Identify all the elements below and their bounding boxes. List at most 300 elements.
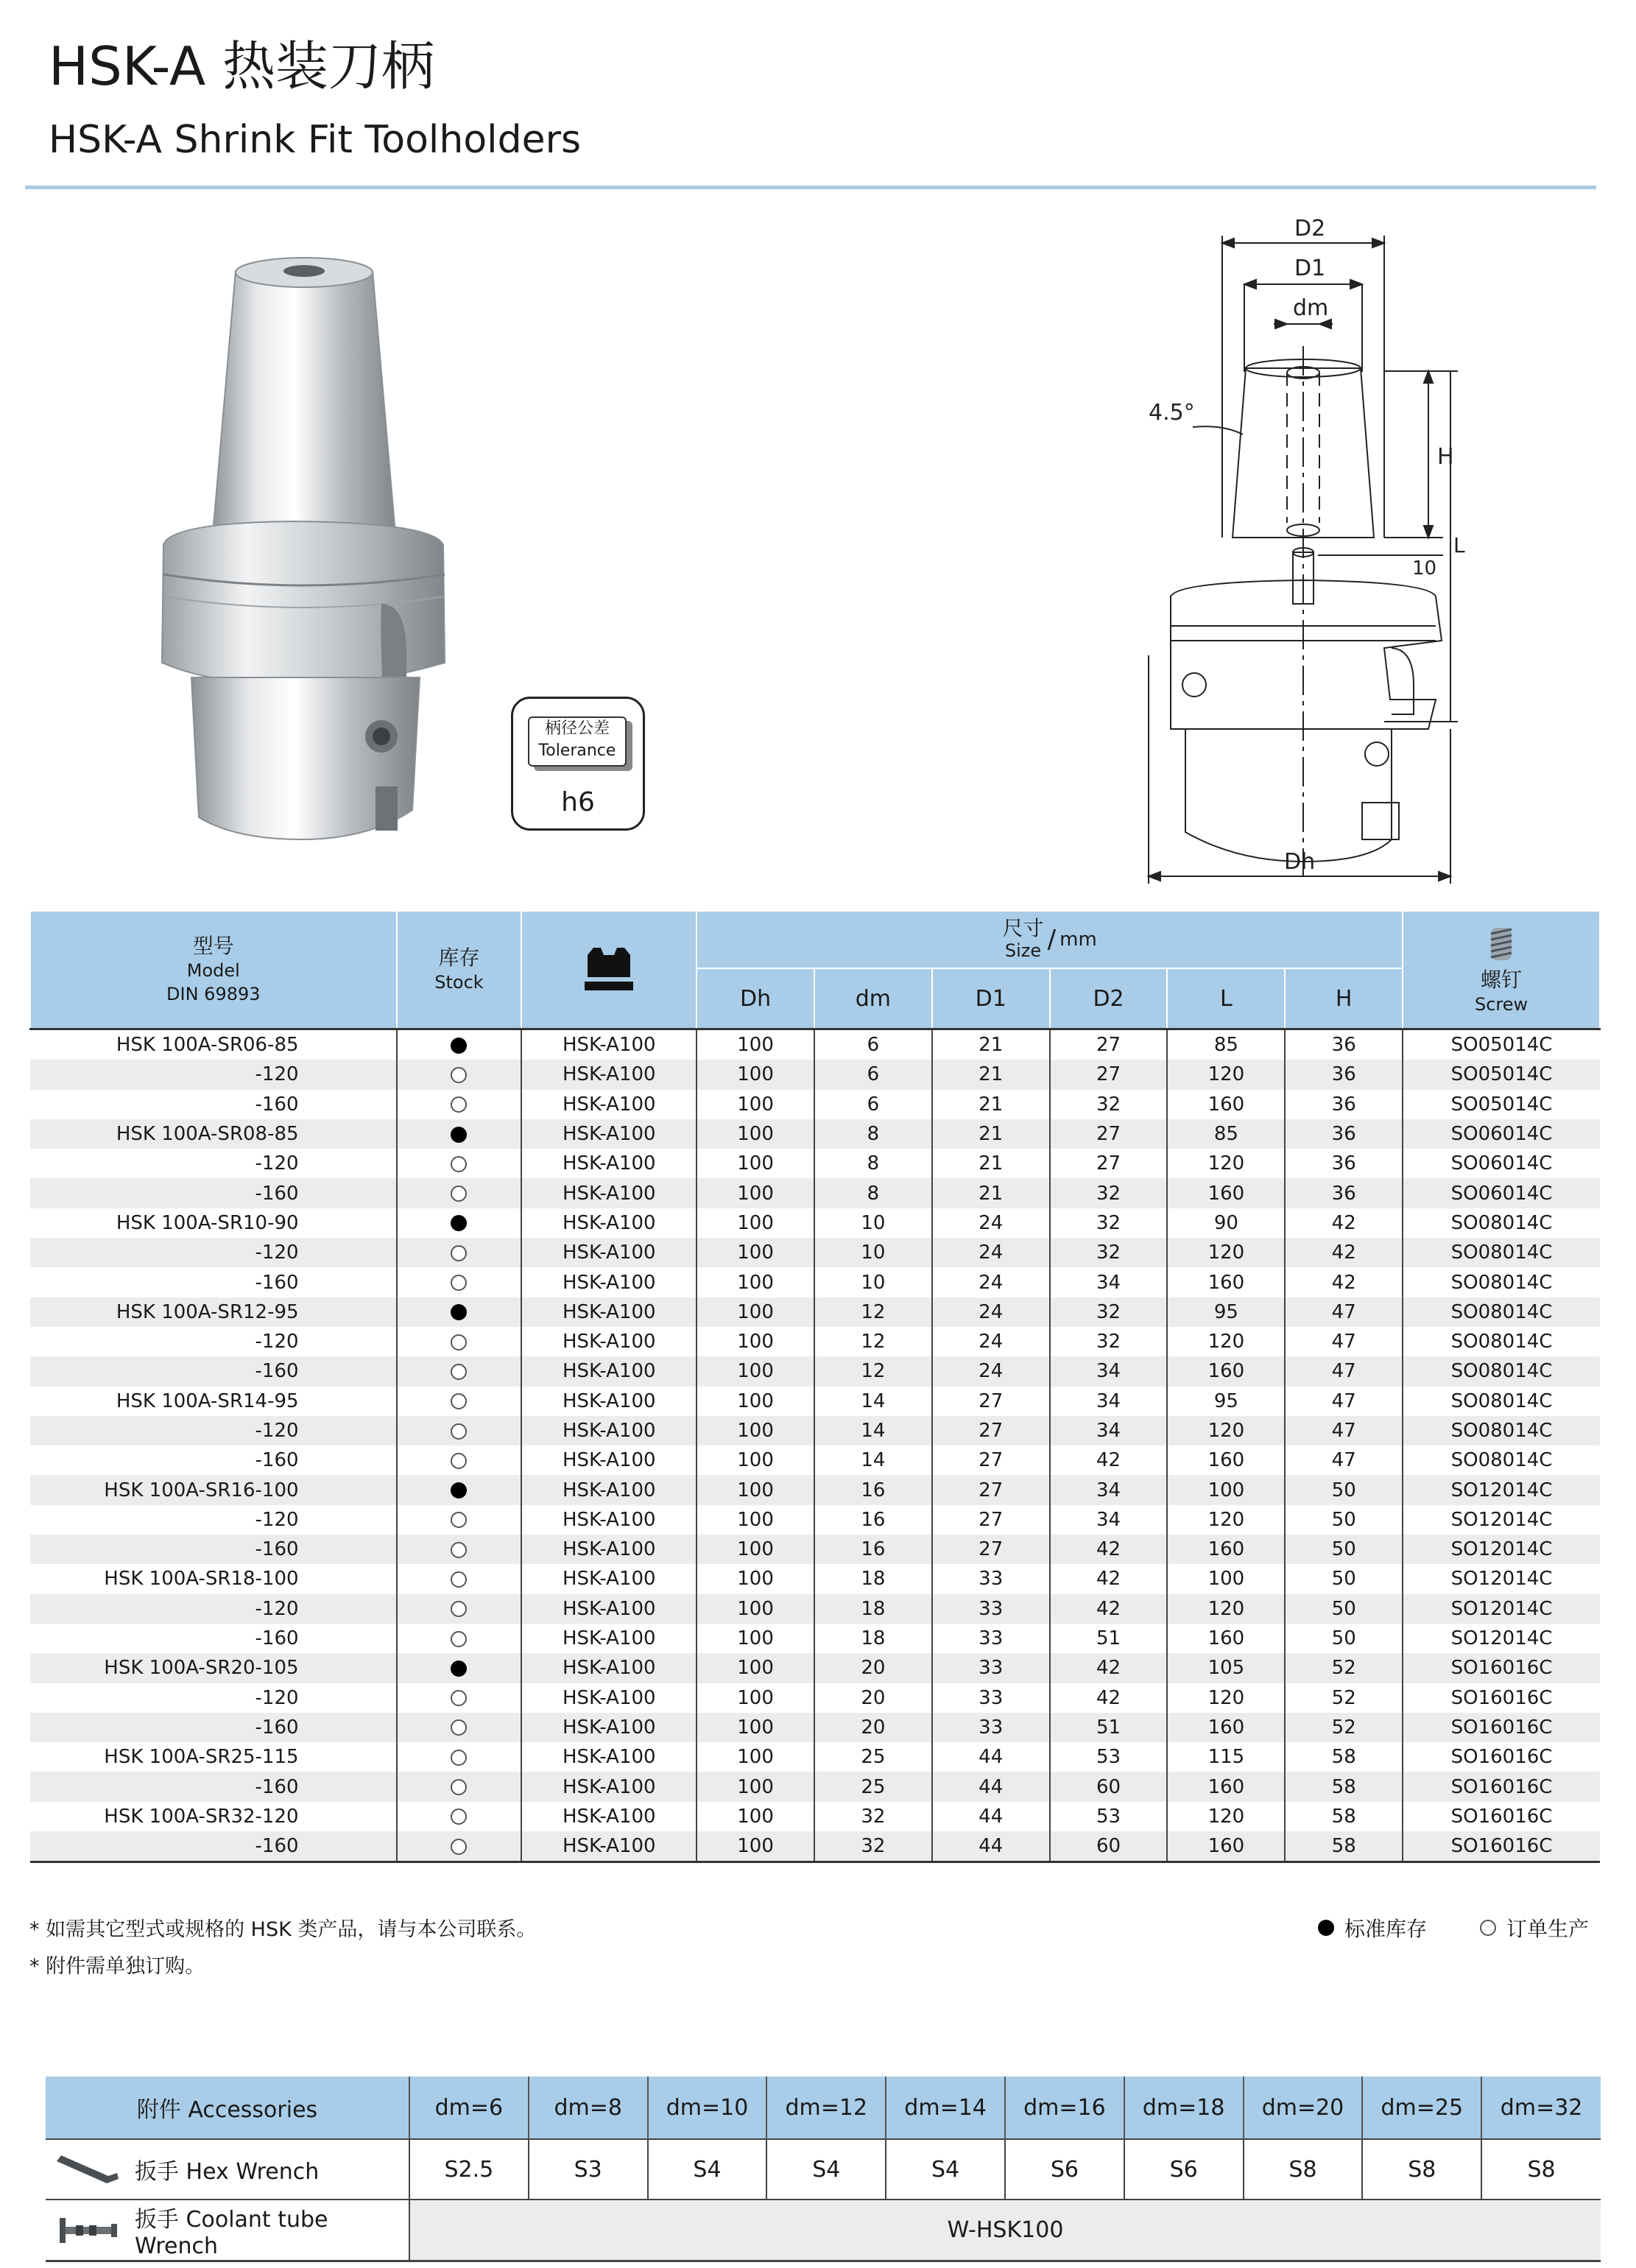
stock-cell xyxy=(397,1387,522,1416)
dim-d1-label: D1 xyxy=(1294,256,1326,281)
taper-cell: HSK-A100 xyxy=(521,1416,697,1445)
d2-cell: 27 xyxy=(1050,1149,1168,1178)
d2-cell: 34 xyxy=(1050,1387,1168,1416)
taper-cell: HSK-A100 xyxy=(521,1564,697,1593)
d1-cell: 21 xyxy=(932,1149,1050,1178)
stock-empty-icon xyxy=(451,1719,467,1736)
table-row xyxy=(30,1802,1600,1831)
h-cell: 58 xyxy=(1285,1831,1403,1862)
d1-cell: 44 xyxy=(932,1772,1050,1801)
d2-cell: 60 xyxy=(1050,1772,1168,1801)
stock-empty-icon xyxy=(451,1779,467,1795)
h-cell: 52 xyxy=(1285,1713,1403,1742)
h-cell: 52 xyxy=(1285,1683,1403,1713)
note-contact: * 如需其它型式或规格的 HSK 类产品，请与本公司联系。 xyxy=(29,1918,537,1941)
dh-cell: 100 xyxy=(697,1653,814,1683)
dm-cell: 14 xyxy=(814,1387,932,1416)
l-cell: 160 xyxy=(1167,1624,1285,1653)
l-cell: 160 xyxy=(1167,1090,1285,1119)
d2-cell: 32 xyxy=(1050,1090,1168,1119)
dm-cell: 10 xyxy=(814,1208,932,1238)
h-cell: 36 xyxy=(1285,1060,1403,1089)
stock-empty-icon xyxy=(451,1245,467,1261)
h-cell: 47 xyxy=(1285,1356,1403,1386)
dm-cell: 20 xyxy=(814,1683,932,1713)
stock-empty-icon xyxy=(451,1631,467,1647)
d1-cell: 24 xyxy=(932,1208,1050,1238)
model-cell: -160 xyxy=(30,1535,397,1564)
dm-cell: 32 xyxy=(814,1831,932,1862)
stock-empty-icon xyxy=(451,1690,467,1706)
table-row xyxy=(30,1178,1600,1208)
stock-full-icon xyxy=(451,1038,467,1054)
d1-cell: 44 xyxy=(932,1742,1050,1772)
table-row xyxy=(30,1297,1600,1327)
stock-empty-icon xyxy=(451,1542,467,1558)
model-cell: -120 xyxy=(255,1331,299,1353)
page-title-cn: HSK-A 热装刀柄 xyxy=(49,35,435,97)
dm-cell: 12 xyxy=(814,1297,932,1327)
hex-value: S6 xyxy=(1124,2139,1244,2200)
dm-cell: 18 xyxy=(814,1564,932,1593)
h-cell: 47 xyxy=(1285,1327,1403,1356)
d1-cell: 21 xyxy=(932,1029,1050,1060)
screw-cell: SO08014C xyxy=(1403,1416,1600,1445)
l-cell: 100 xyxy=(1167,1475,1285,1504)
screw-cell: SO08014C xyxy=(1403,1387,1600,1416)
taper-cell: HSK-A100 xyxy=(521,1772,697,1801)
d1-cell: 24 xyxy=(932,1356,1050,1386)
d2-cell: 42 xyxy=(1050,1653,1168,1683)
hex-value: S4 xyxy=(886,2139,1005,2200)
table-row xyxy=(30,1742,1600,1772)
d2-cell: 32 xyxy=(1050,1208,1168,1238)
hex-value: S4 xyxy=(766,2139,886,2200)
stock-cell xyxy=(397,1564,522,1593)
tolerance-label-en: Tolerance xyxy=(538,742,616,760)
taper-cell: HSK-A100 xyxy=(521,1029,697,1060)
h-cell: 50 xyxy=(1285,1624,1403,1653)
d1-cell: 27 xyxy=(932,1505,1050,1535)
acc-col-dm10: dm=10 xyxy=(648,2077,767,2139)
stock-cell xyxy=(397,1445,522,1475)
dm-cell: 6 xyxy=(814,1060,932,1089)
product-rows xyxy=(30,1029,1600,1862)
table-row xyxy=(30,1594,1600,1624)
col-header-dh: Dh xyxy=(697,968,814,1029)
model-cell: -160 xyxy=(30,1713,397,1742)
dm-cell: 12 xyxy=(814,1327,932,1356)
model-cell: -120 xyxy=(255,1508,299,1531)
stock-cell xyxy=(397,1594,522,1624)
table-row xyxy=(30,1683,1600,1713)
stock-header-cn: 库存 xyxy=(438,945,480,970)
hex-value: S8 xyxy=(1362,2139,1481,2200)
stock-cell xyxy=(397,1802,522,1831)
dh-cell: 100 xyxy=(697,1238,814,1267)
dm-cell: 12 xyxy=(814,1356,932,1386)
table-row xyxy=(30,1475,1600,1504)
d2-cell: 34 xyxy=(1050,1267,1168,1297)
stock-cell xyxy=(397,1149,522,1178)
l-cell: 85 xyxy=(1167,1119,1285,1149)
taper-cell: HSK-A100 xyxy=(521,1208,697,1238)
stock-cell xyxy=(397,1505,522,1535)
dh-cell: 100 xyxy=(697,1742,814,1772)
tolerance-value: h6 xyxy=(561,787,595,817)
model-cell: -160 xyxy=(255,1093,299,1116)
dm-cell: 10 xyxy=(814,1238,932,1267)
taper-cell: HSK-A100 xyxy=(521,1090,697,1119)
model-cell: -160 xyxy=(255,1271,299,1294)
model-cell: HSK 100A-SR06-85 xyxy=(30,1029,397,1060)
d2-cell: 42 xyxy=(1050,1564,1168,1593)
l-cell: 95 xyxy=(1167,1387,1285,1416)
acc-col-dm32: dm=32 xyxy=(1481,2077,1601,2139)
hex-wrench-icon xyxy=(54,2151,120,2188)
accessories-header: 附件 Accessories xyxy=(46,2077,409,2139)
model-cell: HSK 100A-SR18-100 xyxy=(104,1568,299,1591)
taper-cell: HSK-A100 xyxy=(521,1831,697,1862)
stock-empty-icon xyxy=(451,1571,467,1588)
stock-cell xyxy=(397,1060,522,1089)
screw-cell: SO12014C xyxy=(1403,1564,1600,1593)
dim-d2-label: D2 xyxy=(1294,216,1326,242)
stock-cell xyxy=(397,1713,522,1742)
screw-header-cn: 螺钉 xyxy=(1481,968,1523,992)
dh-cell: 100 xyxy=(697,1387,814,1416)
d1-cell: 24 xyxy=(932,1267,1050,1297)
l-cell: 105 xyxy=(1167,1653,1285,1683)
d2-cell: 34 xyxy=(1050,1416,1168,1445)
h-cell: 36 xyxy=(1285,1119,1403,1149)
dh-cell: 100 xyxy=(697,1831,814,1862)
h-cell: 58 xyxy=(1285,1772,1403,1801)
stock-full-icon xyxy=(451,1304,467,1320)
stock-cell xyxy=(397,1208,522,1238)
model-cell: HSK 100A-SR14-95 xyxy=(116,1390,299,1412)
model-cell: -120 xyxy=(255,1152,299,1175)
screw-cell: SO12014C xyxy=(1403,1594,1600,1624)
dm-cell: 6 xyxy=(814,1090,932,1119)
h-cell: 47 xyxy=(1285,1387,1403,1416)
table-row xyxy=(30,1119,1600,1149)
stock-cell xyxy=(397,1178,522,1208)
table-row xyxy=(30,1356,1600,1386)
coolant-wrench-label: 扳手 Coolant tube Wrench xyxy=(135,2207,328,2259)
hsk-taper-icon xyxy=(583,945,635,992)
l-cell: 160 xyxy=(1167,1356,1285,1386)
col-header-d1: D1 xyxy=(932,968,1050,1029)
taper-cell: HSK-A100 xyxy=(521,1149,697,1178)
stock-full-icon xyxy=(451,1127,467,1143)
taper-cell: HSK-A100 xyxy=(521,1297,697,1327)
model-header-cn: 型号 xyxy=(192,934,234,958)
legend-stock xyxy=(1318,1913,1427,1943)
dh-cell: 100 xyxy=(697,1327,814,1356)
table-row xyxy=(30,1535,1600,1564)
d1-cell: 33 xyxy=(932,1594,1050,1624)
stock-empty-icon xyxy=(451,1512,467,1528)
hex-wrench-name xyxy=(46,2151,408,2188)
table-row xyxy=(30,1208,1600,1238)
stock-full-icon xyxy=(451,1660,467,1677)
screw-cell: SO16016C xyxy=(1403,1653,1600,1683)
stock-empty-icon xyxy=(451,1334,467,1350)
d1-cell: 21 xyxy=(932,1090,1050,1119)
hex-wrench-cell xyxy=(46,2139,409,2200)
screw-cell: SO05014C xyxy=(1403,1060,1600,1089)
taper-cell: HSK-A100 xyxy=(521,1742,697,1772)
col-header-stock xyxy=(397,911,522,1029)
size-header-en: Size xyxy=(1004,940,1042,961)
d1-cell: 24 xyxy=(932,1327,1050,1356)
d2-cell: 42 xyxy=(1050,1594,1168,1624)
col-header-h: H xyxy=(1285,968,1403,1029)
h-cell: 36 xyxy=(1285,1178,1403,1208)
dh-cell: 100 xyxy=(697,1029,814,1060)
stock-cell xyxy=(397,1831,522,1862)
dh-cell: 100 xyxy=(697,1624,814,1653)
stock-empty-icon xyxy=(451,1601,467,1617)
stock-cell xyxy=(397,1624,522,1653)
screw-cell: SO08014C xyxy=(1403,1327,1600,1356)
dh-cell: 100 xyxy=(697,1356,814,1386)
hex-value: S3 xyxy=(529,2139,648,2200)
taper-cell: HSK-A100 xyxy=(521,1475,697,1504)
screw-cell: SO12014C xyxy=(1403,1624,1600,1653)
stock-full-icon xyxy=(451,1482,467,1498)
screw-cell: SO16016C xyxy=(1403,1742,1600,1772)
screw-cell: SO16016C xyxy=(1403,1713,1600,1742)
taper-cell: HSK-A100 xyxy=(521,1535,697,1564)
tolerance-label xyxy=(528,716,627,767)
d1-cell: 24 xyxy=(932,1297,1050,1327)
l-cell: 120 xyxy=(1167,1060,1285,1089)
l-cell: 120 xyxy=(1167,1416,1285,1445)
hex-value: S8 xyxy=(1481,2139,1601,2200)
coolant-wrench-value: W-HSK100 xyxy=(409,2200,1601,2261)
d1-cell: 33 xyxy=(932,1564,1050,1593)
dm-cell: 20 xyxy=(814,1653,932,1683)
legend-order-label: 订单生产 xyxy=(1506,1917,1590,1941)
model-cell: HSK 100A-SR32-120 xyxy=(104,1805,299,1828)
h-cell: 42 xyxy=(1285,1267,1403,1297)
dm-cell: 16 xyxy=(814,1535,932,1564)
dh-cell: 100 xyxy=(697,1178,814,1208)
stock-cell xyxy=(397,1327,522,1356)
dh-cell: 100 xyxy=(697,1297,814,1327)
dh-cell: 100 xyxy=(697,1416,814,1445)
d1-cell: 27 xyxy=(932,1387,1050,1416)
acc-col-dm18: dm=18 xyxy=(1124,2077,1244,2139)
stock-cell xyxy=(397,1653,522,1683)
acc-col-dm12: dm=12 xyxy=(766,2077,886,2139)
technical-drawing xyxy=(1149,214,1465,884)
dim-h-label: H xyxy=(1437,444,1454,470)
h-cell: 50 xyxy=(1285,1564,1403,1593)
acc-col-dm6: dm=6 xyxy=(409,2077,529,2139)
model-cell: -160 xyxy=(30,1178,397,1208)
model-cell: -120 xyxy=(30,1060,397,1089)
d1-cell: 24 xyxy=(932,1238,1050,1267)
stock-cell xyxy=(397,1356,522,1386)
dh-cell: 100 xyxy=(697,1149,814,1178)
model-cell: -120 xyxy=(30,1594,397,1624)
l-cell: 120 xyxy=(1167,1149,1285,1178)
coolant-wrench-name xyxy=(46,2201,408,2259)
h-cell: 47 xyxy=(1285,1297,1403,1327)
d1-cell: 21 xyxy=(932,1119,1050,1149)
col-header-d2: D2 xyxy=(1050,968,1168,1029)
stock-empty-icon xyxy=(1480,1920,1496,1936)
h-cell: 42 xyxy=(1285,1208,1403,1238)
col-header-model xyxy=(30,911,397,1029)
tolerance-badge xyxy=(511,697,645,831)
d2-cell: 53 xyxy=(1050,1742,1168,1772)
d1-cell: 33 xyxy=(932,1653,1050,1683)
model-header-std: DIN 69893 xyxy=(166,984,261,1004)
h-cell: 58 xyxy=(1285,1742,1403,1772)
taper-cell: HSK-A100 xyxy=(521,1178,697,1208)
taper-cell: HSK-A100 xyxy=(521,1624,697,1653)
taper-cell: HSK-A100 xyxy=(521,1387,697,1416)
coolant-wrench-icon xyxy=(54,2212,120,2249)
col-header-dm: dm xyxy=(814,968,932,1029)
coolant-wrench-cell xyxy=(46,2200,409,2261)
d2-cell: 34 xyxy=(1050,1356,1168,1386)
taper-cell: HSK-A100 xyxy=(521,1505,697,1535)
stock-empty-icon xyxy=(451,1364,467,1380)
table-row xyxy=(30,1713,1600,1742)
table-row xyxy=(30,1416,1600,1445)
toolholder-photo xyxy=(147,250,456,839)
stock-cell xyxy=(397,1683,522,1713)
dm-cell: 25 xyxy=(814,1772,932,1801)
model-cell: HSK 100A-SR08-85 xyxy=(30,1119,397,1149)
dim-angle-label: 4.5° xyxy=(1149,400,1195,426)
l-cell: 120 xyxy=(1167,1238,1285,1267)
model-cell: -120 xyxy=(255,1686,299,1709)
table-row xyxy=(30,1564,1600,1593)
dm-cell: 8 xyxy=(814,1178,932,1208)
d2-cell: 42 xyxy=(1050,1535,1168,1564)
dm-cell: 14 xyxy=(814,1416,932,1445)
stock-empty-icon xyxy=(451,1453,467,1469)
d2-cell: 34 xyxy=(1050,1475,1168,1504)
product-table xyxy=(29,910,1601,1863)
size-header-unit: mm xyxy=(1059,929,1097,951)
h-cell: 50 xyxy=(1285,1475,1403,1504)
screw-cell: SO06014C xyxy=(1403,1149,1600,1178)
l-cell: 120 xyxy=(1167,1327,1285,1356)
taper-cell: HSK-A100 xyxy=(521,1802,697,1831)
taper-cell: HSK-A100 xyxy=(521,1060,697,1089)
l-cell: 160 xyxy=(1167,1445,1285,1475)
h-cell: 42 xyxy=(1285,1238,1403,1267)
coolant-wrench-row xyxy=(46,2200,1601,2261)
stock-full-icon xyxy=(1318,1920,1334,1936)
table-row xyxy=(30,1060,1600,1089)
d1-cell: 44 xyxy=(932,1802,1050,1831)
d2-cell: 42 xyxy=(1050,1683,1168,1713)
taper-cell: HSK-A100 xyxy=(521,1356,697,1386)
model-cell: -160 xyxy=(30,1831,397,1862)
hex-value: S8 xyxy=(1244,2139,1363,2200)
table-row xyxy=(30,1445,1600,1475)
stock-empty-icon xyxy=(451,1809,467,1825)
stock-cell xyxy=(397,1475,522,1504)
dm-cell: 14 xyxy=(814,1445,932,1475)
d1-cell: 27 xyxy=(932,1445,1050,1475)
h-cell: 47 xyxy=(1285,1416,1403,1445)
acc-col-dm20: dm=20 xyxy=(1244,2077,1363,2139)
l-cell: 160 xyxy=(1167,1535,1285,1564)
dh-cell: 100 xyxy=(697,1564,814,1593)
d2-cell: 32 xyxy=(1050,1178,1168,1208)
screw-cell: SO16016C xyxy=(1403,1772,1600,1801)
screw-cell: SO16016C xyxy=(1403,1831,1600,1862)
stock-cell xyxy=(397,1238,522,1267)
hex-value: S2.5 xyxy=(409,2139,529,2200)
d2-cell: 34 xyxy=(1050,1505,1168,1535)
acc-col-dm14: dm=14 xyxy=(886,2077,1005,2139)
d1-cell: 27 xyxy=(932,1475,1050,1504)
table-row xyxy=(30,1831,1600,1862)
h-cell: 36 xyxy=(1285,1029,1403,1060)
legend-order xyxy=(1480,1913,1589,1943)
dim-dh-label: Dh xyxy=(1284,849,1316,875)
table-row xyxy=(30,1505,1600,1535)
hex-value: S6 xyxy=(1005,2139,1124,2200)
table-row xyxy=(30,1090,1600,1119)
dm-cell: 8 xyxy=(814,1149,932,1178)
screw-cell: SO12014C xyxy=(1403,1475,1600,1504)
d2-cell: 27 xyxy=(1050,1119,1168,1149)
stock-cell xyxy=(397,1297,522,1327)
dh-cell: 100 xyxy=(697,1208,814,1238)
model-cell: HSK 100A-SR10-90 xyxy=(116,1211,299,1234)
tolerance-label-cn: 柄径公差 xyxy=(544,719,610,738)
l-cell: 85 xyxy=(1167,1029,1285,1060)
l-cell: 115 xyxy=(1167,1742,1285,1772)
screw-cell: SO08014C xyxy=(1403,1238,1600,1267)
h-cell: 47 xyxy=(1285,1445,1403,1475)
dm-cell: 32 xyxy=(814,1802,932,1831)
h-cell: 52 xyxy=(1285,1653,1403,1683)
dm-cell: 16 xyxy=(814,1505,932,1535)
dh-cell: 100 xyxy=(697,1060,814,1089)
d1-cell: 21 xyxy=(932,1178,1050,1208)
dh-cell: 100 xyxy=(697,1505,814,1535)
l-cell: 100 xyxy=(1167,1564,1285,1593)
dm-cell: 25 xyxy=(814,1742,932,1772)
table-row xyxy=(30,1653,1600,1683)
note-accessories: * 附件需单独订购。 xyxy=(29,1955,205,1978)
stock-cell xyxy=(397,1267,522,1297)
table-row xyxy=(30,1238,1600,1267)
h-cell: 58 xyxy=(1285,1802,1403,1831)
model-cell: -120 xyxy=(30,1416,397,1445)
d2-cell: 42 xyxy=(1050,1445,1168,1475)
stock-full-icon xyxy=(451,1215,467,1231)
table-row xyxy=(30,1267,1600,1297)
dm-cell: 6 xyxy=(814,1029,932,1060)
taper-cell: HSK-A100 xyxy=(521,1713,697,1742)
hex-wrench-row xyxy=(46,2139,1601,2200)
screw-cell: SO08014C xyxy=(1403,1297,1600,1327)
d2-cell: 51 xyxy=(1050,1713,1168,1742)
